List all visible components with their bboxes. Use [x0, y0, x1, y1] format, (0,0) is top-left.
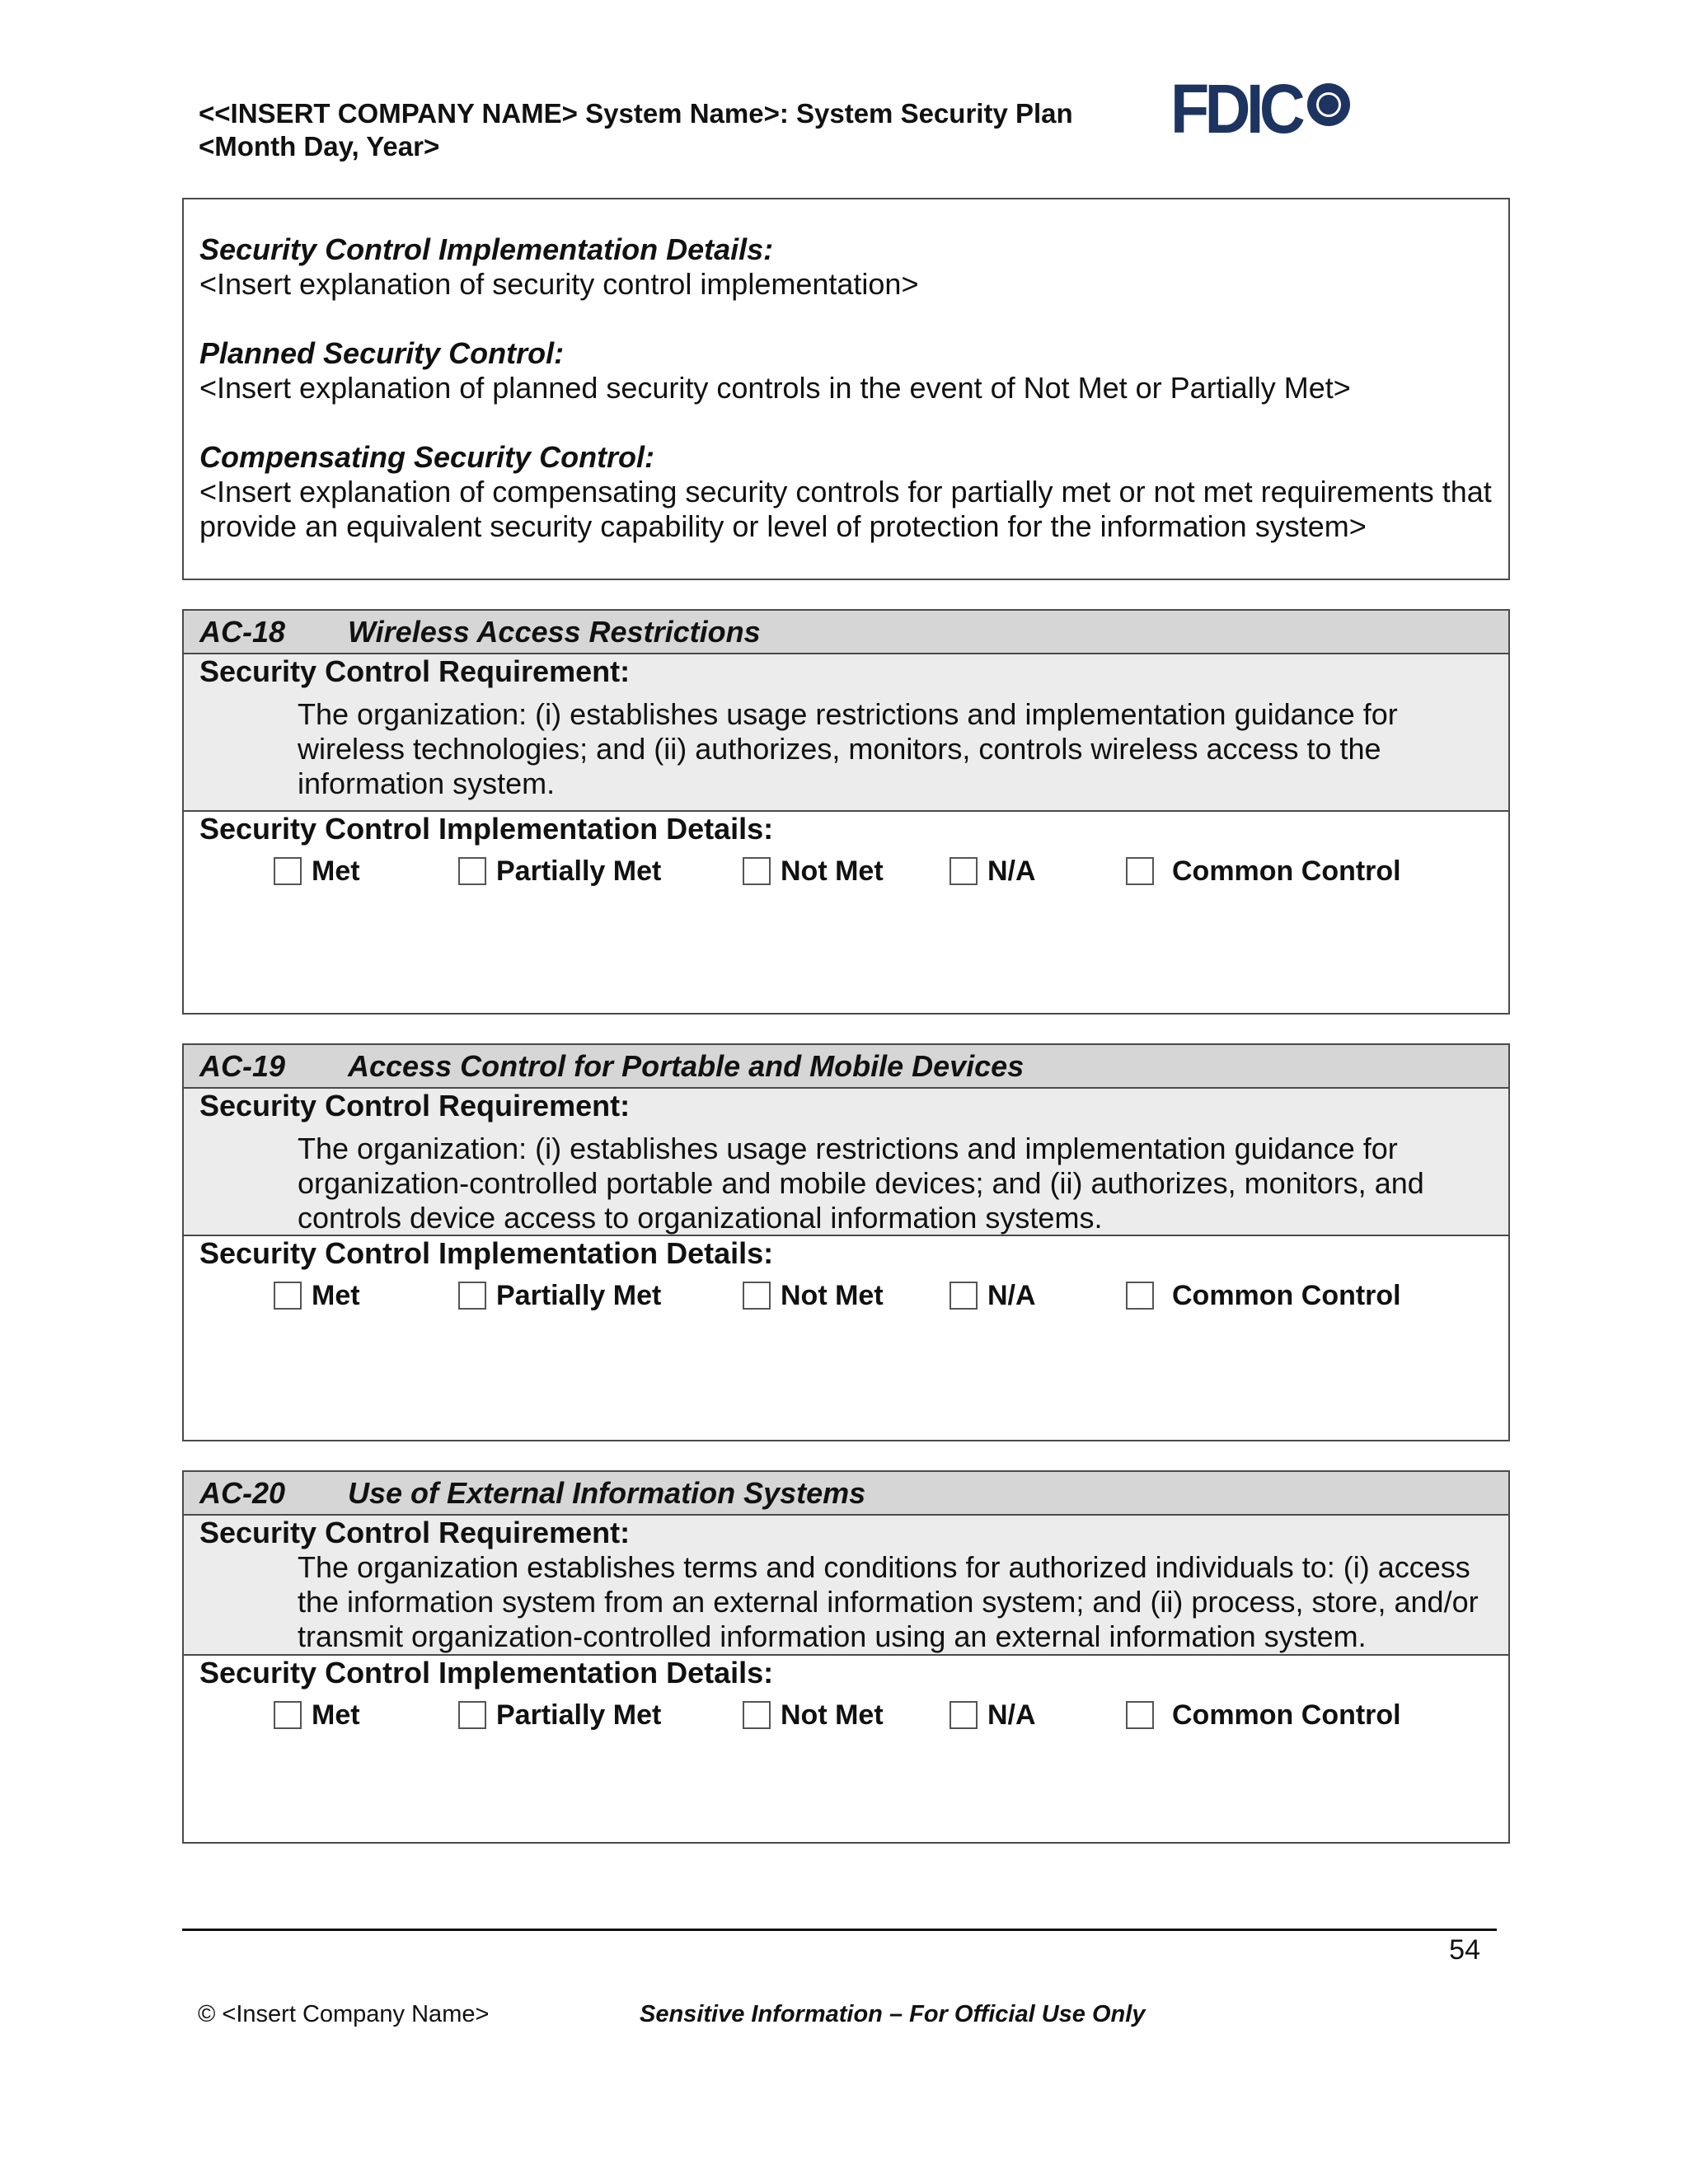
planned-control-title: Planned Security Control: [199, 336, 565, 370]
option-partially-met[interactable]: Partially Met [458, 1697, 661, 1733]
continuation-box [182, 198, 1510, 580]
control-title: Access Control for Portable and Mobile Devices [348, 1049, 1025, 1083]
footer-divider [182, 1929, 1497, 1931]
status-options [199, 1277, 1508, 1319]
document-header [199, 97, 1073, 163]
option-met[interactable]: Met [274, 1697, 360, 1733]
option-met[interactable]: Met [274, 853, 360, 889]
header-title: <<INSERT COMPANY NAME> System Name>: System Security Plan [199, 98, 1073, 129]
option-common-control[interactable]: Common Control [1126, 853, 1401, 889]
checkbox-not-met[interactable] [743, 1282, 771, 1310]
option-na[interactable]: N/A [950, 853, 1036, 889]
checkbox-partially-met[interactable] [458, 857, 486, 885]
implementation-label: Security Control Implementation Details: [199, 1656, 774, 1690]
checkbox-partially-met[interactable] [458, 1701, 486, 1729]
option-partially-met[interactable]: Partially Met [458, 853, 661, 889]
control-id: AC-20 [199, 1476, 286, 1510]
checkbox-met[interactable] [274, 857, 302, 885]
impl-details-text: <Insert explanation of security control implementation> [199, 267, 919, 301]
option-na[interactable]: N/A [950, 1697, 1036, 1733]
checkbox-na[interactable] [950, 1701, 978, 1729]
checkbox-na[interactable] [950, 1282, 978, 1310]
control-id: AC-19 [199, 1049, 286, 1083]
option-partially-met[interactable]: Partially Met [458, 1277, 661, 1314]
footer-sensitivity: Sensitive Information – For Official Use Only [640, 2001, 1146, 2027]
control-box-ac-19 [182, 1043, 1510, 1441]
seal-icon [1307, 83, 1350, 126]
control-header [184, 611, 1508, 654]
checkbox-na[interactable] [950, 857, 978, 885]
header-date: <Month Day, Year> [199, 131, 440, 162]
requirement-section [184, 1089, 1508, 1236]
control-header [184, 1045, 1508, 1089]
option-not-met[interactable]: Not Met [743, 1277, 884, 1314]
control-header [184, 1472, 1508, 1516]
checkbox-common-control[interactable] [1126, 1282, 1154, 1310]
checkbox-not-met[interactable] [743, 857, 771, 885]
requirement-text: The organization: (i) establishes usage restrictions and implementation guidance for wireless technologies; and (ii) authorizes, monitors, controls wireless access to the information system. [298, 697, 1398, 800]
requirement-label: Security Control Requirement: [199, 1516, 631, 1549]
impl-details-title: Security Control Implementation Details: [199, 232, 774, 266]
checkbox-met[interactable] [274, 1701, 302, 1729]
compensating-control-text: <Insert explanation of compensating security controls for partially met or not met requirements that provide an equivalent security capability or level of protection for the information system> [199, 475, 1492, 543]
checkbox-common-control[interactable] [1126, 857, 1154, 885]
checkbox-not-met[interactable] [743, 1701, 771, 1729]
control-title: Use of External Information Systems [348, 1476, 866, 1510]
option-not-met[interactable]: Not Met [743, 853, 884, 889]
planned-control-text: <Insert explanation of planned security controls in the event of Not Met or Partially Met> [199, 371, 1351, 405]
requirement-section [184, 654, 1508, 812]
option-met[interactable]: Met [274, 1277, 360, 1314]
implementation-section [184, 812, 1508, 894]
option-common-control[interactable]: Common Control [1126, 1277, 1401, 1314]
option-not-met[interactable]: Not Met [743, 1697, 884, 1733]
status-options [199, 853, 1508, 894]
control-id: AC-18 [199, 615, 286, 649]
option-common-control[interactable]: Common Control [1126, 1697, 1401, 1733]
checkbox-partially-met[interactable] [458, 1282, 486, 1310]
implementation-section [184, 1236, 1508, 1319]
implementation-label: Security Control Implementation Details: [199, 812, 774, 846]
fdic-logo [1170, 70, 1350, 148]
control-box-ac-20 [182, 1470, 1510, 1844]
checkbox-common-control[interactable] [1126, 1701, 1154, 1729]
compensating-control-title: Compensating Security Control: [199, 440, 655, 474]
implementation-label: Security Control Implementation Details: [199, 1236, 774, 1270]
implementation-section [184, 1656, 1508, 1738]
checkbox-met[interactable] [274, 1282, 302, 1310]
status-options [199, 1697, 1508, 1738]
requirement-label: Security Control Requirement: [199, 654, 631, 688]
logo-text: FDIC [1170, 70, 1301, 148]
footer-copyright: © <Insert Company Name> [198, 2001, 490, 2027]
option-na[interactable]: N/A [950, 1277, 1036, 1314]
requirement-text: The organization: (i) establishes usage restrictions and implementation guidance for organization-controlled portable and mobile devices; and (ii) authorizes, monitors, and controls device access to organizational information systems. [298, 1132, 1424, 1235]
control-box-ac-18 [182, 609, 1510, 1015]
control-title: Wireless Access Restrictions [348, 615, 761, 649]
requirement-text: The organization establishes terms and conditions for authorized individuals to: (i) access the information system from an external information system; and (ii) process, store, and/or transmit organization-controlled information using an external information system. [298, 1550, 1479, 1653]
page-number: 54 [1449, 1934, 1480, 1966]
requirement-section [184, 1516, 1508, 1656]
requirement-label: Security Control Requirement: [199, 1089, 631, 1122]
